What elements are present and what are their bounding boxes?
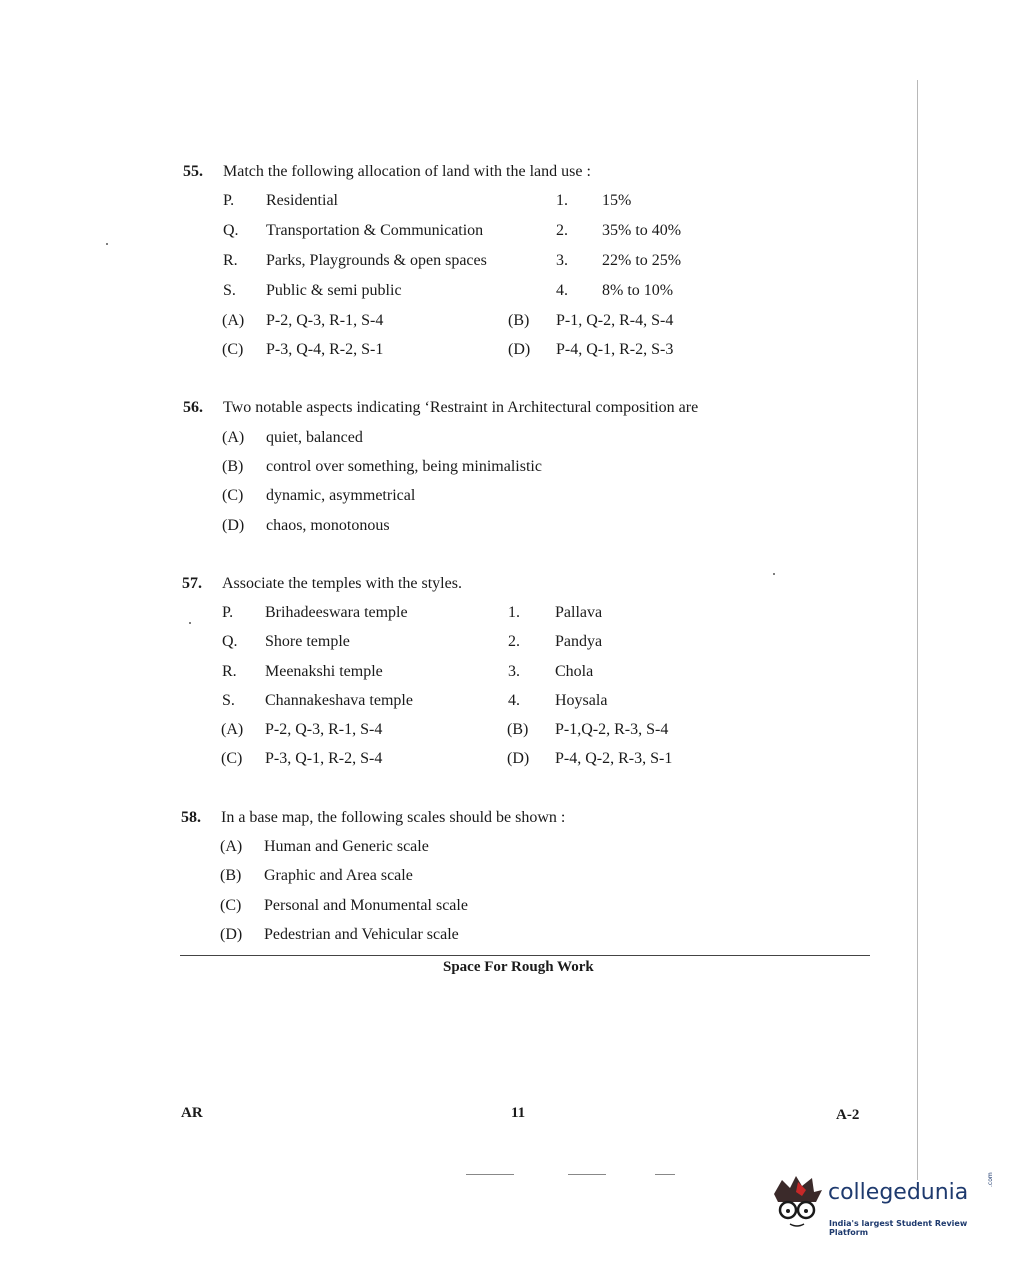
mascot-icon [768,1172,826,1232]
scan-artifact [106,243,108,245]
question-text: Associate the temples with the styles. [222,575,462,592]
list-key: 2. [556,222,568,239]
option-key: (B) [507,721,529,738]
list-item: Residential [266,192,338,209]
question-text: Match the following allocation of land with the land use : [223,163,591,180]
list-item: Shore temple [265,633,350,650]
option-key: (A) [221,721,244,738]
rough-work-label: Space For Rough Work [443,959,594,975]
option-text: P-1, Q-2, R-4, S-4 [556,312,674,329]
option-text: P-4, Q-1, R-2, S-3 [556,341,674,358]
list-item: Hoysala [555,692,608,709]
question-text: In a base map, the following scales should be shown : [221,809,566,826]
question-text: Two notable aspects indicating ‘Restraint in Architectural composition are [223,399,699,416]
list-item: Chola [555,663,594,680]
list-key: R. [222,663,237,680]
option-text: Graphic and Area scale [264,867,413,884]
list-key: 1. [556,192,568,209]
list-item: Brihadeeswara temple [265,604,408,621]
list-key: P. [222,604,234,621]
list-item: Public & semi public [266,282,402,299]
list-item: Parks, Playgrounds & open spaces [266,252,487,269]
option-text: chaos, monotonous [266,517,390,534]
option-text: dynamic, asymmetrical [266,487,416,504]
list-item: 35% to 40% [602,222,682,239]
scan-artifact [189,622,191,624]
list-item: Transportation & Communication [266,222,484,239]
option-text: P-3, Q-1, R-2, S-4 [265,750,383,767]
logo-tagline: India's largest Student Review Platform [829,1219,968,1237]
list-item: 15% [602,192,632,209]
section-divider [180,955,870,956]
option-key: (A) [222,429,245,446]
footer-code: AR [181,1105,203,1121]
option-key: (C) [222,341,244,358]
scan-artifact [655,1174,675,1175]
list-key: Q. [223,222,239,239]
booklet-series: A-2 [836,1107,860,1123]
list-key: 4. [556,282,568,299]
list-key: 3. [508,663,520,680]
collegedunia-logo [768,1172,998,1242]
option-text: control over something, being minimalistic [266,458,542,475]
option-key: (C) [221,750,243,767]
page-number: 11 [511,1105,526,1121]
option-text: quiet, balanced [266,429,363,446]
list-item: 8% to 10% [602,282,674,299]
option-text: Human and Generic scale [264,838,429,855]
option-key: (C) [222,487,244,504]
option-text: P-2, Q-3, R-1, S-4 [266,312,384,329]
logo-domain: .com [987,1172,994,1187]
list-item: Meenakshi temple [265,663,383,680]
scan-artifact [466,1174,514,1175]
list-key: S. [223,282,236,299]
option-text: P-2, Q-3, R-1, S-4 [265,721,383,738]
option-key: (B) [220,867,242,884]
option-text: Personal and Monumental scale [264,897,468,914]
question-number: 55. [183,163,203,180]
scan-artifact [773,573,775,575]
scan-edge-line [917,80,918,1180]
list-item: Channakeshava temple [265,692,413,709]
list-key: 1. [508,604,520,621]
list-item: 22% to 25% [602,252,682,269]
question-number: 57. [182,575,202,592]
option-key: (D) [507,750,530,767]
option-key: (B) [222,458,244,475]
list-key: Q. [222,633,238,650]
option-key: (A) [222,312,245,329]
option-key: (B) [508,312,530,329]
list-key: 4. [508,692,520,709]
list-item: Pallava [555,604,603,621]
logo-wordmark: collegedunia [828,1180,969,1205]
list-key: P. [223,192,235,209]
list-key: S. [222,692,235,709]
question-number: 58. [181,809,201,826]
list-item: Pandya [555,633,603,650]
option-text: P-4, Q-2, R-3, S-1 [555,750,673,767]
option-key: (D) [222,517,245,534]
option-text: Pedestrian and Vehicular scale [264,926,459,943]
list-key: 3. [556,252,568,269]
option-key: (D) [220,926,243,943]
option-text: P-1,Q-2, R-3, S-4 [555,721,669,738]
option-text: P-3, Q-4, R-2, S-1 [266,341,384,358]
option-key: (A) [220,838,243,855]
scan-artifact [568,1174,606,1175]
question-number: 56. [183,399,203,416]
option-key: (D) [508,341,531,358]
list-key: R. [223,252,238,269]
list-key: 2. [508,633,520,650]
option-key: (C) [220,897,242,914]
